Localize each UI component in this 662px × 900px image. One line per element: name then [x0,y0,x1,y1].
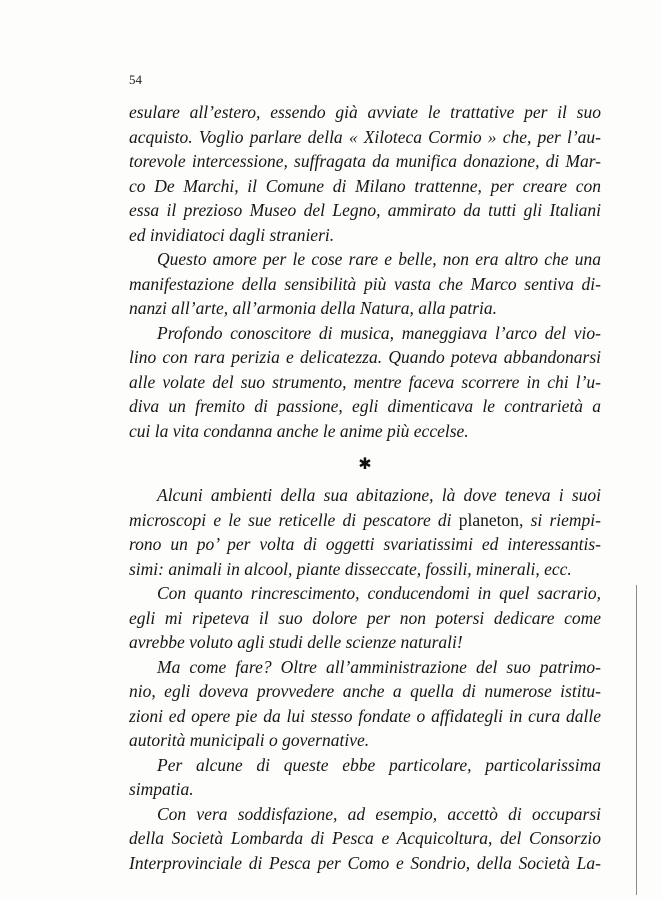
text-line: Interprovinciale di Pesca per Como e Sondrio, della Società La- [129,852,601,873]
text-line: Ma come fare? Oltre all’amministrazione del suo patrimo- [157,656,601,677]
roman-word: planeton [458,509,520,530]
text-line: della Società Lombarda di Pesca e Acquicoltura, del Consorzio [129,828,601,848]
section-separator-asterisk: ✱ [358,456,372,473]
text-line: co De Marchi, il Comune di Milano trattenne, per creare con [129,175,601,196]
text-line: ed invidiatoci dagli stranieri. [129,224,335,245]
text-line: acquisto. Voglio parlare della « Xiloteca Cormio » che, per l’au- [129,126,601,147]
text-line: essa il prezioso Museo del Legno, ammirato da tutti gli Italiani [129,200,601,220]
text-line: manifestazione della sensibilità più vasta che Marco sentiva di- [129,273,601,294]
text-line: nio, egli doveva provvedere anche a quella di numerose istitu- [129,681,601,701]
body-text [129,100,601,875]
text-line: Questo amore per le cose rare e belle, non era altro che una [157,249,601,269]
text-line: Profondo conoscitore di musica, maneggiava l’arco del vio- [157,322,601,343]
text-line: esulare all’estero, essendo già avviate le trattative per il suo [129,102,601,122]
paragraph-5 [129,581,601,655]
text-line: autorità municipali o governative. [129,730,370,750]
text-line: Con quanto rincrescimento, conducendomi in quel sacrario, [157,583,601,603]
text-line: torevole intercessione, suffragata da munifica donazione, di Mar- [129,151,601,171]
scan-margin-line [636,585,637,895]
text-line: nanzi all’arte, all’armonia della Natura, alla patria. [129,298,497,318]
text-line: diva un fremito di passione, egli dimenticava le contrarietà a [129,396,601,416]
text-line: Con vera soddisfazione, ad esempio, accettò di occuparsi [157,803,601,824]
page-number: 54 [129,72,142,87]
text-line: avrebbe voluto agli studi delle scienze naturali! [129,632,463,652]
text-line: rono un po’ per volta di oggetti svariatissimi ed interessantis- [129,534,601,554]
paragraph-7 [129,753,601,802]
text-line: egli mi ripeteva il suo dolore per non potersi dedicare come [129,607,601,628]
text-line: simpatia. [129,779,194,799]
text-line: alle volate del suo strumento, mentre faceva scorrere in chi l’u- [129,371,601,392]
paragraph-1 [129,100,601,247]
text-line: cui la vita condanna anche le anime più eccelse. [129,420,469,441]
text-line: lino con rara perizia e delicatezza. Quando poteva abbandonarsi [129,347,601,367]
text-line: microscopi e le sue reticelle di pescatore di planeton, si riempi- [129,509,601,530]
paragraph-8 [129,802,601,876]
text-line: simi: animali in alcool, piante disseccate, fossili, minerali, ecc. [129,558,572,579]
text-line: Per alcune di queste ebbe particolare, particolarissima [157,754,601,775]
paragraph-4 [129,483,601,581]
text-line: zioni ed opere pie da lui stesso fondate o affidategli in cura dalle [129,705,601,726]
text-line: Alcuni ambienti della sua abitazione, là dove teneva i suoi [157,485,601,505]
paragraph-2 [129,247,601,321]
paragraph-6 [129,655,601,753]
paragraph-3 [129,321,601,444]
